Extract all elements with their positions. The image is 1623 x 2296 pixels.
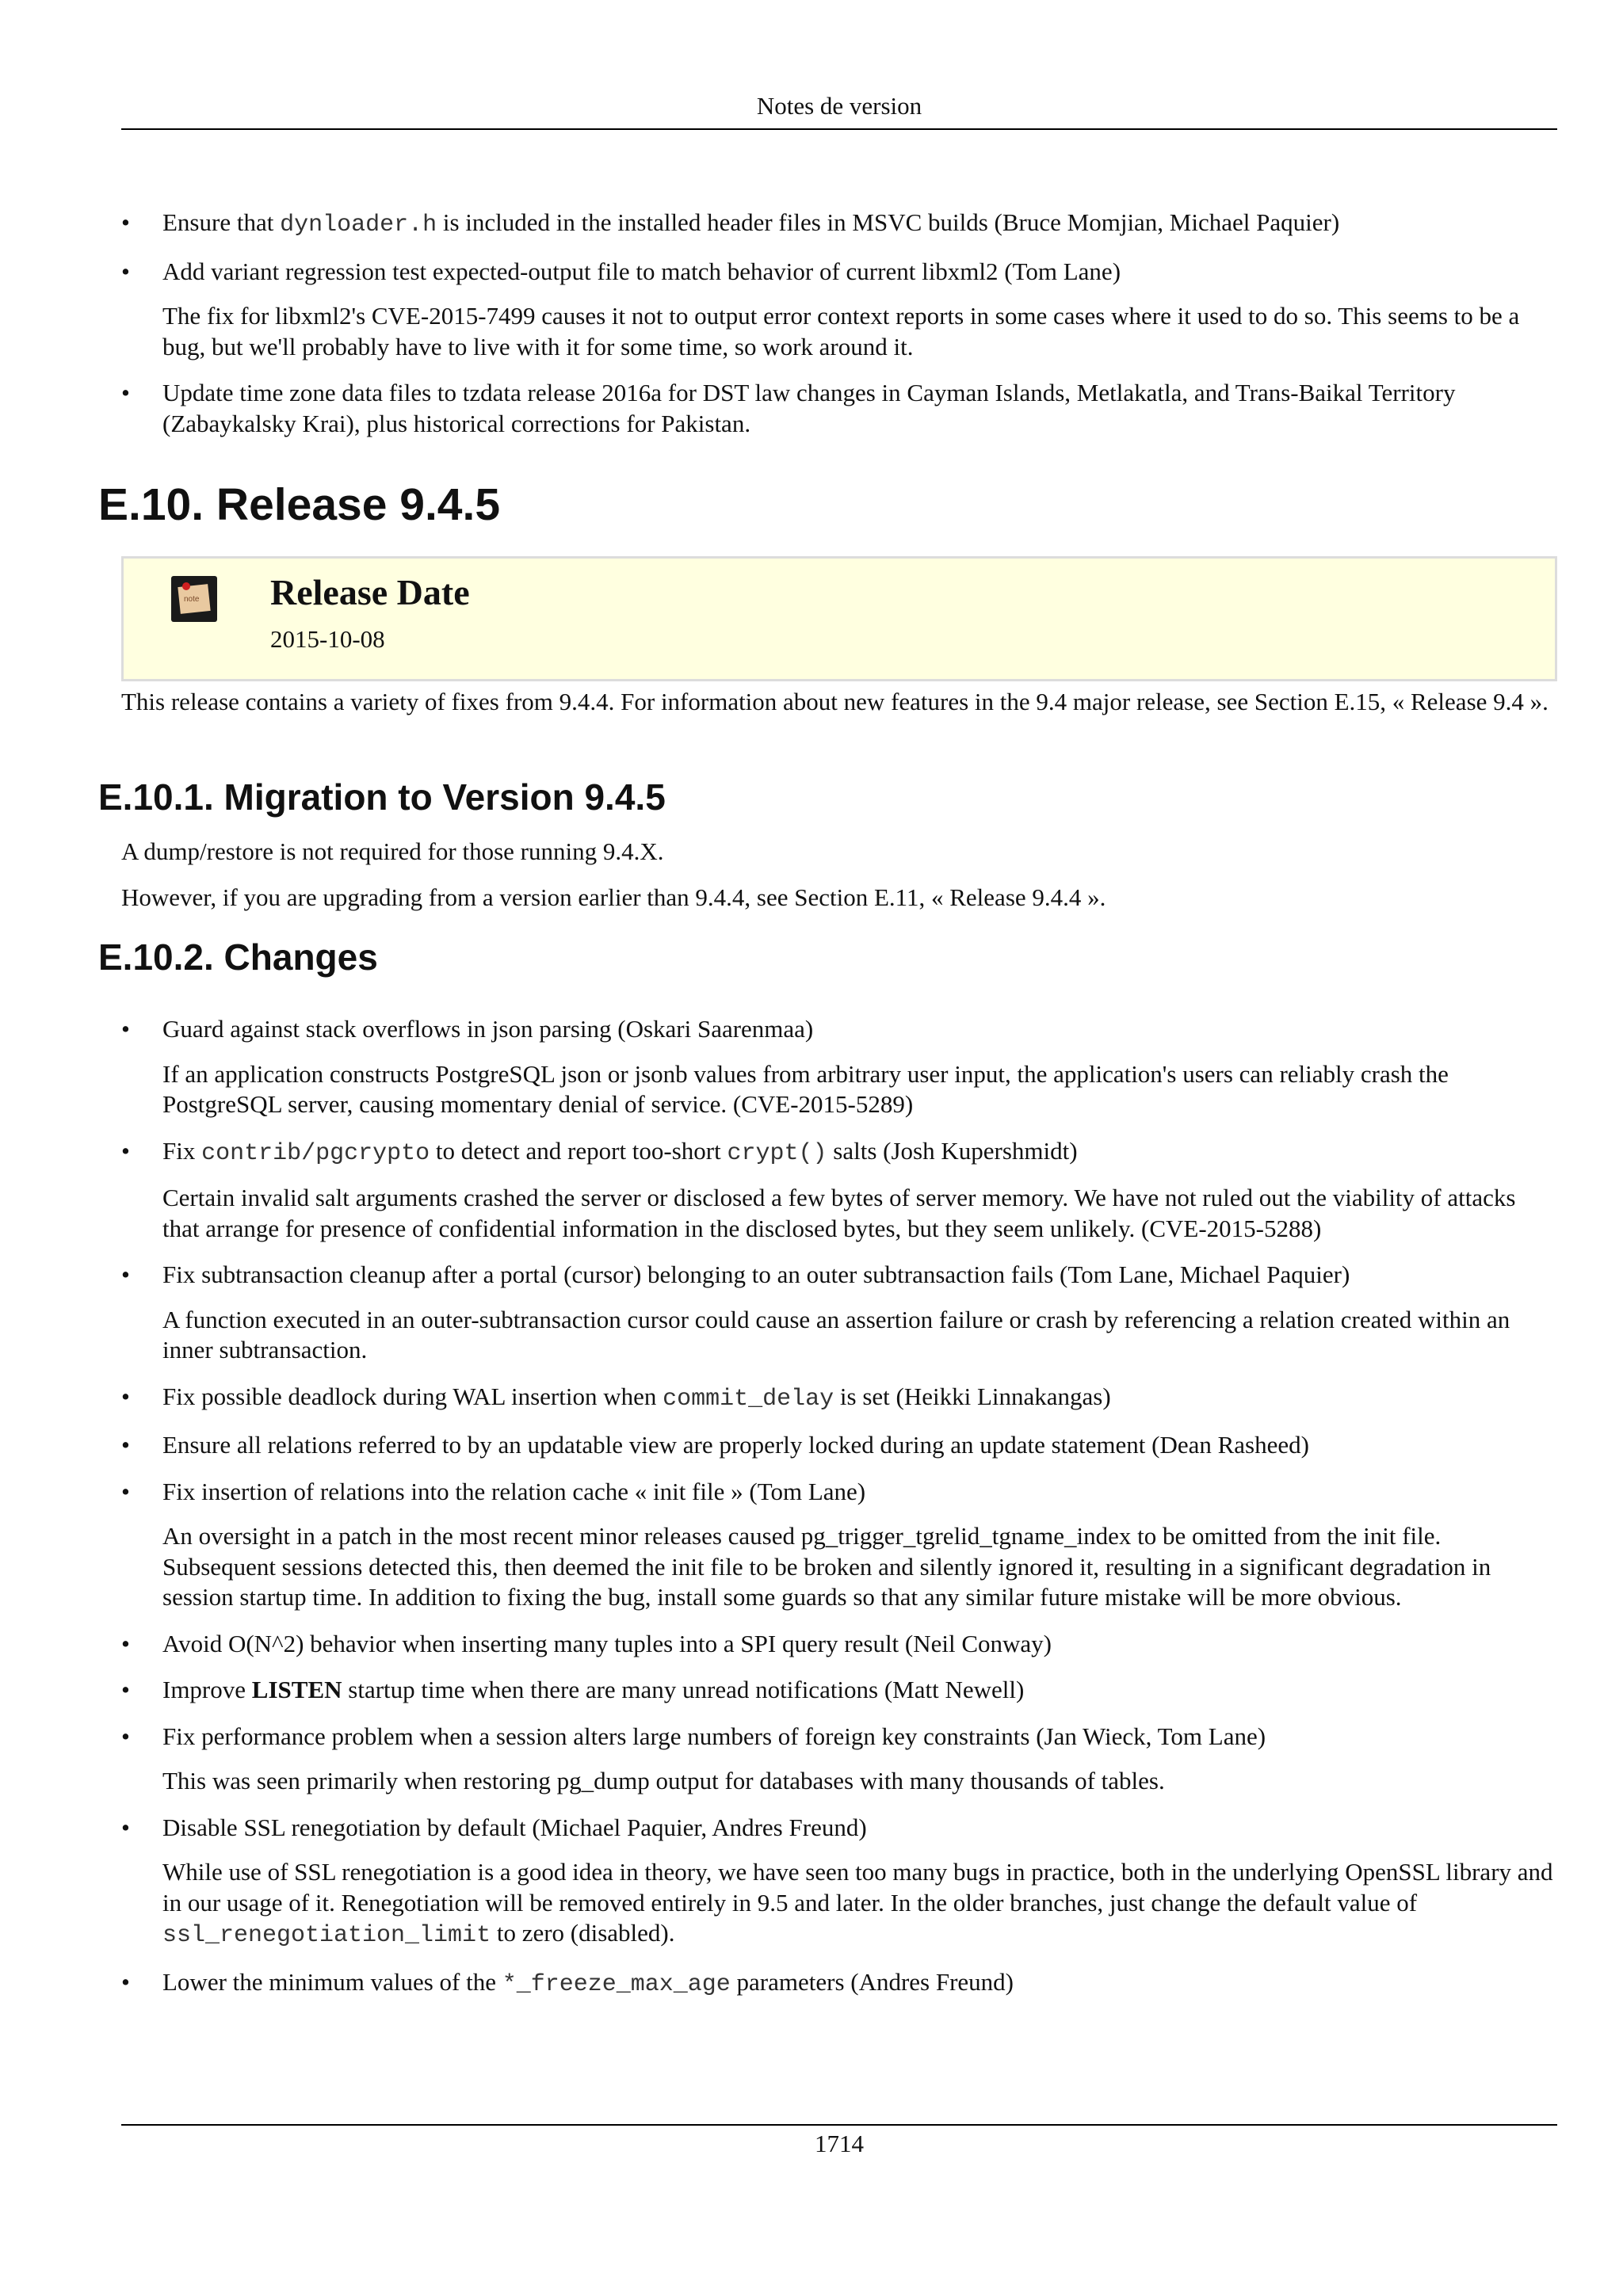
item-paragraph: While use of SSL renegotiation is a good idea in theory, we have seen too many bugs in practice, both in the underlying OpenSSL library and in our usage of it. Renegotiation will be removed entirely in 9.5 and later. In the older branches, just change the default value of ssl_renegotiation_limit to zero (disabled). [162,1858,1553,1949]
list-item: • Fix performance problem when a session alters large numbers of foreign key constraints (Jan Wieck, Tom Lane) This was seen primarily when restoring pg_dump output for databases with many thousands of tables. [121,1722,1557,1797]
section-title: E.10. Release 9.4.5 [98,479,501,530]
item-paragraph: Certain invalid salt arguments crashed the server or disclosed a few bytes of server memory. We have not ruled out the viability of attacks that arrange for presence of confidential information in the disclosed bytes, but they seem unlikely. (CVE-2015-5288) [162,1184,1516,1242]
header-rule [121,128,1557,130]
list-item: • Avoid O(N^2) behavior when inserting many tuples into a SPI query result (Neil Conway) [121,1629,1557,1660]
list-item: • Ensure all relations referred to by an updatable view are properly locked during an update statement (Dean Rasheed) [121,1430,1557,1461]
list-item: • Improve LISTEN startup time when there are many unread notifications (Matt Newell) [121,1675,1557,1706]
changes-heading: E.10.2. Changes [98,936,378,978]
running-header: Notes de version [756,92,922,120]
item-paragraph: An oversight in a patch in the most recent minor releases caused pg_trigger_tgrelid_tgname_index to be omitted from the init file. Subsequent sessions detected this, then deemed the init file to be broken and silently ignored it, resulting in a significant degradation in session startup time. In addition to fixing the bug, install some guards so that any similar future mistake will be more obvious. [162,1522,1491,1611]
migration-heading: E.10.1. Migration to Version 9.4.5 [98,776,666,818]
release-date-note [121,556,1557,681]
intro-paragraph: This release contains a variety of fixes from 9.4.4. For information about new features in the 9.4 major release, see Section E.15, « Release 9.4 ». [121,688,1549,715]
top-bullet-list [121,208,1557,455]
migration-paragraph-2: However, if you are upgrading from a version earlier than 9.4.4, see Section E.11, « Release 9.4.4 ». [121,883,1106,911]
list-item: • Disable SSL renegotiation by default (Michael Paquier, Andres Freund) While use of SSL renegotiation is a good idea in theory, we have seen too many bugs in practice, both in the underlying OpenSSL library and in our usage of it. Renegotiation will be removed entirely in 9.5 and later. In the older branches, just change the default value of ssl_renegotiation_limit to zero (disabled). [121,1813,1557,1951]
item-paragraph: If an application constructs PostgreSQL json or jsonb values from arbitrary user input, the application's users can reliably crash the PostgreSQL server, causing momentary denial of service. (CVE-2015-5289) [162,1059,1449,1118]
list-item: • Guard against stack overflows in json parsing (Oskari Saarenmaa) If an application constructs PostgreSQL json or jsonb values from arbitrary user input, the application's users can reliably crash the PostgreSQL server, causing momentary denial of service. (CVE-2015-5289) [121,1014,1557,1120]
item-paragraph: This was seen primarily when restoring pg_dump output for databases with many thousands of tables. [162,1767,1165,1794]
list-item: • Fix insertion of relations into the relation cache « init file » (Tom Lane) An oversight in a patch in the most recent minor releases caused pg_trigger_tgrelid_tgname_index to be omitted from the init file. Subsequent sessions detected this, then deemed the init file to be broken and silently ignored it, resulting in a significant degradation in session startup time. In addition to fixing the bug, install some guards so that any similar future mistake will be more obvious. [121,1477,1557,1613]
list-item: • Lower the minimum values of the *_freeze_max_age parameters (Andres Freund) [121,1967,1557,2000]
code-dynloader: dynloader.h [280,212,437,238]
code-commit-delay: commit_delay [663,1385,834,1413]
code-crypt: crypt() [727,1139,827,1167]
note-title: Release Date [270,572,470,612]
list-item: • Add variant regression test expected-output file to match behavior of current libxml2 (Tom Lane) The fix for libxml2's CVE-2015-7499 causes it not to output error context reports in some cases where it used to do so. This seems to be a bug, but we'll probably have to live with it for some time, so work around it. [121,257,1557,363]
item-paragraph: The fix for libxml2's CVE-2015-7499 causes it not to output error context reports in some cases where it used to do so. This seems to be a bug, but we'll probably have to live with it for some time, so work around it. [162,302,1520,360]
listen-keyword: LISTEN [251,1676,342,1703]
note-icon: note [171,576,217,622]
item-paragraph: A function executed in an outer-subtransaction cursor could cause an assertion failure or crash by referencing a relation created within an inner subtransaction. [162,1305,1510,1363]
migration-paragraph-1: A dump/restore is not required for those running 9.4.X. [121,837,664,865]
code-pgcrypto: contrib/pgcrypto [201,1139,430,1167]
list-item: • Update time zone data files to tzdata release 2016a for DST law changes in Cayman Islands, Metlakatla, and Trans-Baikal Territory (Zabaykalsky Krai), plus historical corrections for Pakistan. [121,378,1557,439]
code-ssl-renegotiation-limit: ssl_renegotiation_limit [162,1922,491,1949]
list-item: • Ensure that dynloader.h is included in the installed header files in MSVC builds (Bruce Momjian, Michael Paquier) [121,208,1557,241]
release-date: 2015-10-08 [270,625,385,653]
page-number: 1714 [815,2130,864,2157]
changes-list [121,1014,1557,2016]
list-item: • Fix possible deadlock during WAL insertion when commit_delay is set (Heikki Linnakangas) [121,1382,1557,1415]
list-item: • Fix subtransaction cleanup after a portal (cursor) belonging to an outer subtransaction fails (Tom Lane, Michael Paquier) A function executed in an outer-subtransaction cursor could cause an assertion failure or crash by referencing a relation created within an inner subtransaction. [121,1260,1557,1366]
list-item: • Fix contrib/pgcrypto to detect and report too-short crypt() salts (Josh Kupershmidt) Certain invalid salt arguments crashed the server or disclosed a few bytes of server memory. We have not ruled out the viability of attacks that arrange for presence of confidential information in the disclosed bytes, but they seem unlikely. (CVE-2015-5288) [121,1136,1557,1245]
code-freeze-max-age: *_freeze_max_age [502,1970,731,1998]
footer-rule [121,2124,1557,2126]
